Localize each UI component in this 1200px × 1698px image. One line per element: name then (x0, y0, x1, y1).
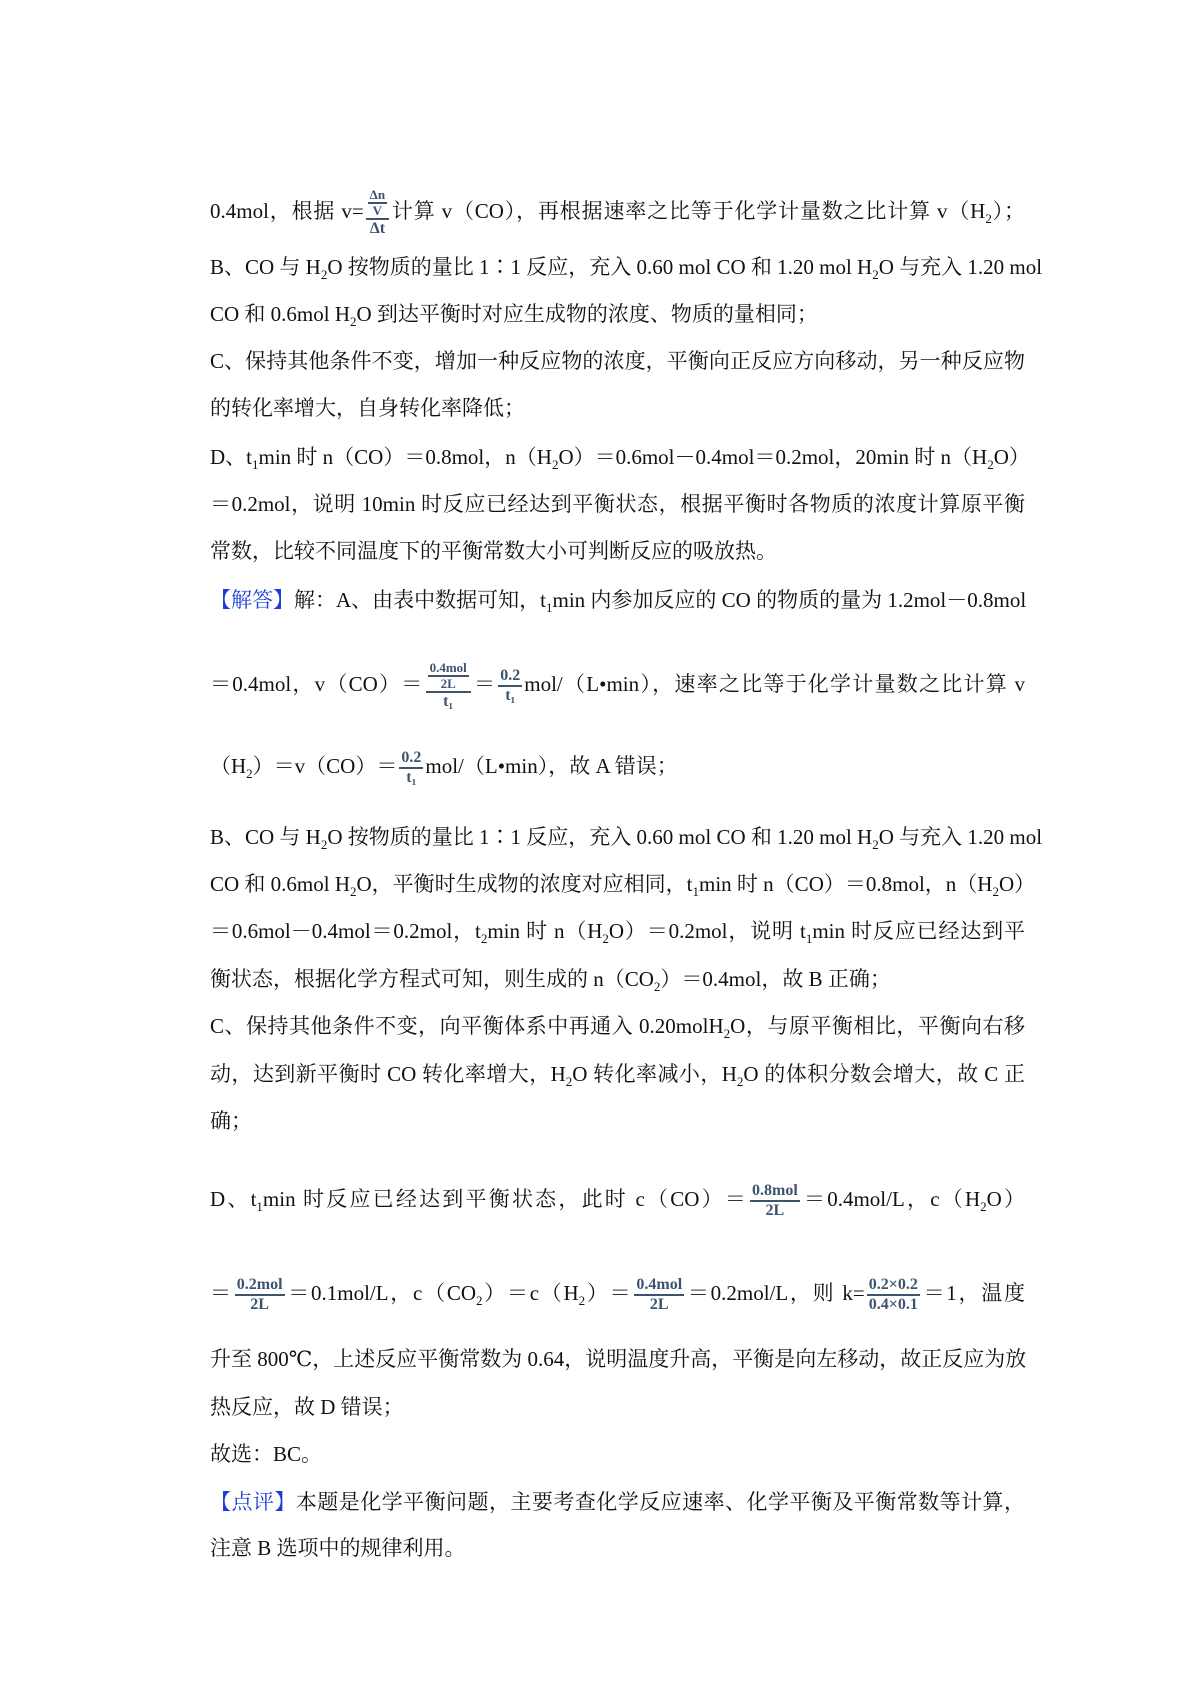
text-run: O 按物质的量比 1∶1 反应，充入 0.60 mol CO 和 1.20 mol H (327, 255, 873, 279)
text-run: O 转化率减小，H (572, 1062, 737, 1086)
numerator: 0.4mol (634, 1276, 684, 1296)
subscript: 2 (736, 1074, 744, 1089)
subscript: 2 (320, 837, 328, 852)
subscript: 2 (872, 837, 879, 852)
subscript: 2 (480, 931, 488, 946)
text-line (210, 661, 1025, 711)
subscript: 1 (256, 1198, 263, 1214)
text-run: B、CO 与 H (210, 255, 321, 279)
subscript: 2 (246, 765, 253, 781)
text-run: 的转化率增大，自身转化率降低； (210, 396, 525, 420)
subscript: 2 (476, 1292, 483, 1308)
subscript: 1 (546, 600, 553, 615)
subscript: 2 (602, 931, 609, 946)
text-run: min 时 n（CO）＝0.8mol，n（H (699, 872, 993, 896)
text-run: min 时 n（CO）＝0.8mol，n（H (258, 445, 552, 469)
text-run: D、t (210, 445, 252, 469)
subscript: 1 (805, 931, 813, 946)
subscript: 2 (992, 884, 999, 899)
text-run: 动，达到新平衡时 CO 转化率增大，H (210, 1062, 566, 1086)
text-run: ）＝0.4mol，故 B 正确； (660, 967, 891, 991)
text-run: ＝0.4mol/L，c（H (801, 1186, 981, 1211)
denominator: t₁ (406, 769, 417, 786)
text-run: O）＝0.2mol，说明 t (608, 919, 806, 943)
text-run: ＝ (210, 1280, 233, 1305)
subscript: 2 (551, 457, 559, 472)
text-run: 常数，比较不同温度下的平衡常数大小可判断反应的吸放热。 (210, 539, 777, 563)
text-run: O 按物质的量比 1∶1 反应，充入 0.60 mol CO 和 1.20 mol H (327, 825, 873, 849)
fraction (368, 188, 387, 218)
subscript: 2 (653, 979, 661, 994)
text-run: ＝1，温度 (921, 1280, 1026, 1305)
text-run: O，平衡时生成物的浓度对应相同，t (356, 872, 693, 896)
text-run: O 与充入 1.20 mol (878, 825, 1043, 849)
text-run: 计算 v（CO），再根据速率之比等于化学计量数之比计算 v（H (391, 198, 986, 223)
text-run: ）； (991, 198, 1026, 223)
fraction (750, 1182, 800, 1220)
text-run: B、CO 与 H (210, 825, 321, 849)
section-label: 【点评】 (210, 1490, 296, 1514)
text-line (210, 587, 1026, 621)
text-run: 注意 B 选项中的规律利用。 (210, 1536, 466, 1560)
text-run: O，与原平衡相比，平衡向右移 (730, 1014, 1025, 1038)
text-line (210, 824, 1042, 858)
subscript: 1 (692, 884, 700, 899)
subscript: 2 (350, 314, 357, 329)
text-line (210, 188, 1025, 238)
text-run: ＝0.4mol，v（CO）＝ (210, 671, 424, 696)
text-run: O 到达平衡时对应生成物的浓度、物质的量相同； (356, 302, 818, 326)
subscript: 2 (872, 267, 879, 282)
subscript: 2 (723, 1026, 731, 1041)
text-run: ）＝ (585, 1280, 633, 1305)
text-run: O）＝0.6mol－0.4mol＝0.2mol，20min 时 n（H (558, 445, 988, 469)
numerator: 0.2 (498, 667, 522, 687)
text-run: O） (986, 1186, 1025, 1211)
text-run: 确； (210, 1109, 252, 1133)
text-run: ）＝v（CO）＝ (252, 753, 398, 778)
denominator: t₁ (505, 687, 516, 704)
text-line (210, 538, 1025, 564)
fraction (426, 661, 471, 711)
text-run: C、保持其他条件不变，增加一种反应物的浓度，平衡向正反应方向移动，另一种反应物 (210, 349, 1025, 373)
subscript: 1 (252, 457, 259, 472)
text-line (210, 871, 1035, 905)
text-run: 升至 800℃，上述反应平衡常数为 0.64，说明温度升高，平衡是向左移动，故正反应为放 (210, 1347, 1027, 1371)
text-run: 本题是化学平衡问题，主要考查化学反应速率、化学平衡及平衡常数等计算， (295, 1490, 1026, 1514)
numerator (366, 188, 389, 220)
text-line (210, 348, 1025, 374)
text-line (210, 1346, 1026, 1372)
text-run: C、保持其他条件不变，向平衡体系中再通入 0.20molH (210, 1014, 724, 1038)
fraction (867, 1276, 920, 1314)
numerator: 0.4mol (429, 660, 467, 675)
text-run: O 与充入 1.20 mol (878, 255, 1043, 279)
text-line (210, 395, 1025, 421)
text-run: min 内参加反应的 CO 的物质的量为 1.2mol－0.8mol (552, 588, 1027, 612)
text-run: 解：A、由表中数据可知，t (294, 588, 546, 612)
text-line (210, 918, 1025, 952)
subscript: 2 (350, 884, 357, 899)
numerator (426, 661, 471, 693)
denominator: Δt (369, 220, 386, 237)
subscript: 2 (320, 267, 328, 282)
text-run: mol/（L•min），速率之比等于化学计量数之比计算 v (524, 671, 1026, 696)
text-line (210, 1108, 1025, 1134)
numerator: 0.2mol (235, 1276, 285, 1296)
text-run: ＝0.2mol，说明 10min 时反应已经达到平衡状态，根据平衡时各物质的浓度计算原平衡 (210, 492, 1025, 516)
text-line (210, 491, 1025, 517)
text-run: （H (210, 753, 247, 778)
fraction (634, 1276, 684, 1314)
text-run: CO 和 0.6mol H (210, 302, 351, 326)
text-line (210, 1489, 1025, 1515)
subscript: 2 (980, 1198, 987, 1214)
text-run: O 的体积分数会增大，故 C 正 (743, 1062, 1025, 1086)
text-run: ）＝c（H (482, 1280, 579, 1305)
text-line (210, 444, 1030, 478)
subscript: 2 (565, 1074, 573, 1089)
subscript: 2 (578, 1292, 586, 1308)
text-run: min 时反应已经达到平衡状态，此时 c（CO）＝ (262, 1186, 748, 1211)
denominator: t₁ (443, 693, 454, 710)
text-run: ＝0.1mol/L，c（CO (286, 1280, 476, 1305)
section-label: 【解答】 (210, 588, 294, 612)
denominator: 2L (765, 1202, 785, 1219)
text-line (210, 254, 1042, 288)
fraction (235, 1276, 285, 1314)
text-line (210, 301, 1025, 335)
text-run: mol/（L•min），故 A 错误； (425, 753, 678, 778)
fraction (428, 661, 469, 691)
text-line (210, 1441, 1025, 1467)
text-line (210, 749, 1025, 787)
denominator: 2L (250, 1296, 269, 1313)
denominator: 0.4×0.1 (868, 1296, 918, 1313)
denominator: 2L (649, 1296, 669, 1313)
text-line (210, 1535, 1025, 1561)
text-line (210, 966, 1025, 1000)
text-run: ＝ (472, 671, 497, 696)
text-run: min 时反应已经达到平 (812, 919, 1026, 943)
text-run: 热反应，故 D 错误； (210, 1395, 404, 1419)
text-line (210, 1276, 1025, 1314)
text-line (210, 1182, 1025, 1220)
text-run: O） (998, 872, 1036, 896)
subscript: 2 (987, 457, 994, 472)
numerator: 0.8mol (750, 1182, 800, 1202)
text-run: ＝0.2mol/L，则 k= (686, 1280, 865, 1305)
subscript: 2 (985, 210, 992, 226)
text-run: ＝0.6mol－0.4mol＝0.2mol，t (210, 919, 481, 943)
text-line (210, 1013, 1025, 1047)
text-run: D、t (210, 1186, 257, 1211)
fraction (498, 667, 522, 705)
denominator: 2L (440, 676, 456, 691)
text-line (210, 1061, 1025, 1095)
text-run: CO 和 0.6mol H (210, 872, 351, 896)
fraction (399, 749, 423, 787)
text-run: 0.4mol，根据 v= (210, 198, 364, 223)
text-run: O） (993, 445, 1030, 469)
numerator: 0.2×0.2 (867, 1276, 920, 1296)
numerator: 0.2 (399, 749, 423, 769)
fraction (366, 188, 389, 238)
numerator: Δn (369, 187, 386, 202)
text-run: 衡状态，根据化学方程式可知，则生成的 n（CO (210, 967, 654, 991)
text-run: min 时 n（H (487, 919, 603, 943)
text-line (210, 1394, 1025, 1420)
text-run: 故选：BC。 (210, 1442, 323, 1466)
denominator: V (372, 203, 383, 218)
